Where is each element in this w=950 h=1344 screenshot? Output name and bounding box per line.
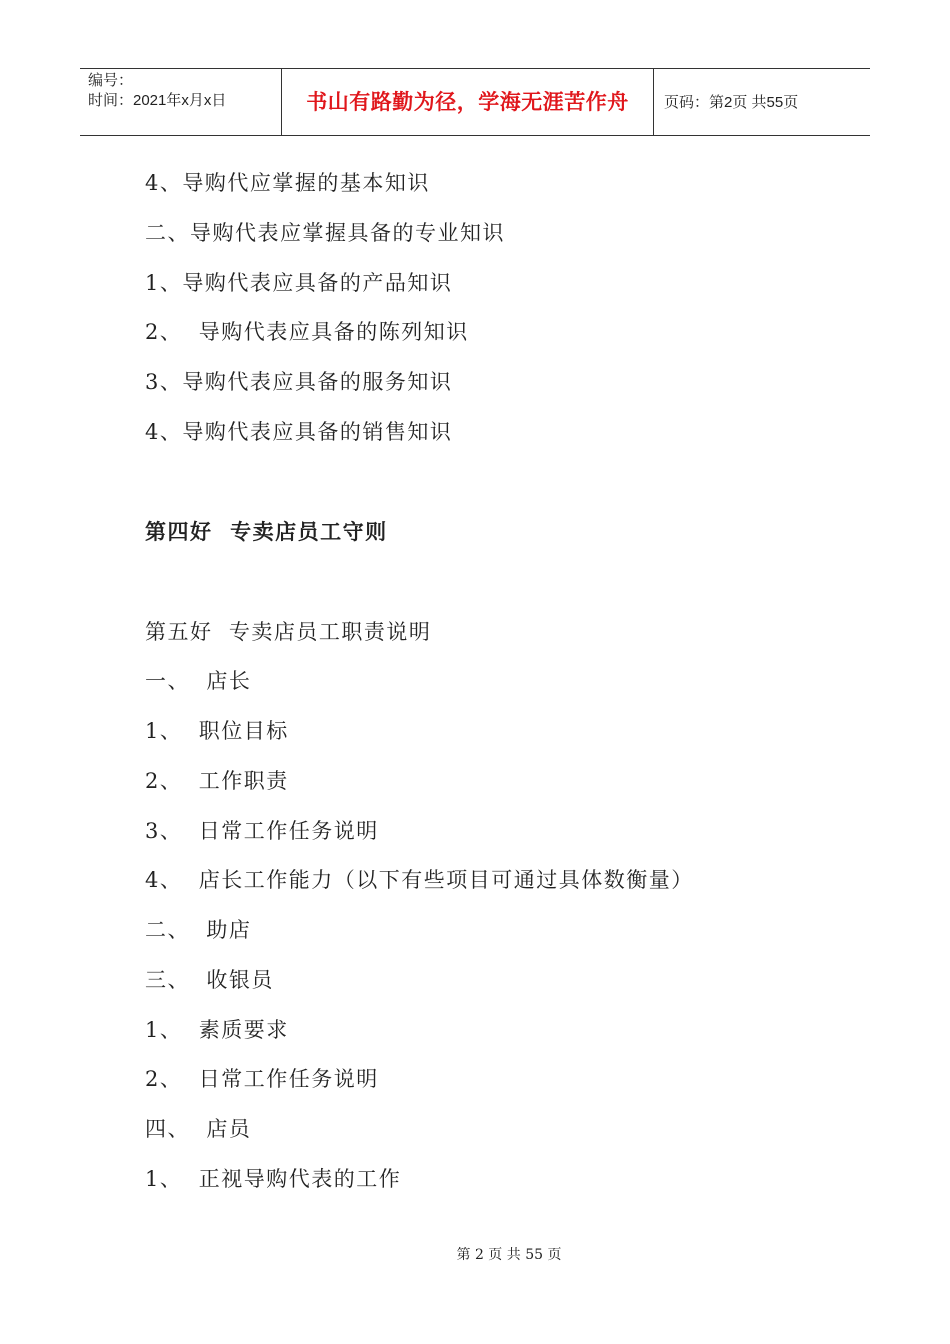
body-line: 二、 助店 xyxy=(145,918,252,942)
document-header xyxy=(80,68,870,136)
body-line: 2、 导购代表应具备的陈列知识 xyxy=(145,320,469,344)
body-line: 3、 日常工作任务说明 xyxy=(145,819,379,843)
body-line: 4、导购代表应具备的销售知识 xyxy=(145,420,453,444)
body-line: 四、 店员 xyxy=(145,1117,252,1141)
body-line: 1、导购代表应具备的产品知识 xyxy=(145,271,453,295)
time-label: 时间：2021年x月x日 xyxy=(88,92,227,109)
body-line: 4、 店长工作能力（以下有些项目可通过具体数衡量） xyxy=(145,868,694,892)
header-page-info: 页码：第2页 共55页 xyxy=(664,94,799,111)
header-meta xyxy=(80,69,282,135)
number-label: 编号： xyxy=(88,72,134,89)
body-line: 1、 职位目标 xyxy=(145,719,289,743)
body-line: 2、 工作职责 xyxy=(145,769,289,793)
body-line: 3、导购代表应具备的服务知识 xyxy=(145,370,453,394)
body-line: 三、 收银员 xyxy=(145,968,274,992)
body-line: 一、 店长 xyxy=(145,669,252,693)
page-footer: 第 2 页 共 55 页 xyxy=(456,1247,562,1263)
section-heading: 第四好 专卖店员工守则 xyxy=(145,520,388,544)
body-line: 二、导购代表应掌握具备的专业知识 xyxy=(145,221,505,245)
body-line: 2、 日常工作任务说明 xyxy=(145,1067,379,1091)
body-line: 4、导购代应掌握的基本知识 xyxy=(145,171,430,195)
header-motto: 书山有路勤为径，学海无涯苦作舟 xyxy=(282,69,654,135)
section-heading: 第五好 专卖店员工职责说明 xyxy=(145,620,432,644)
body-line: 1、 素质要求 xyxy=(145,1018,289,1042)
body-line: 1、 正视导购代表的工作 xyxy=(145,1167,402,1191)
